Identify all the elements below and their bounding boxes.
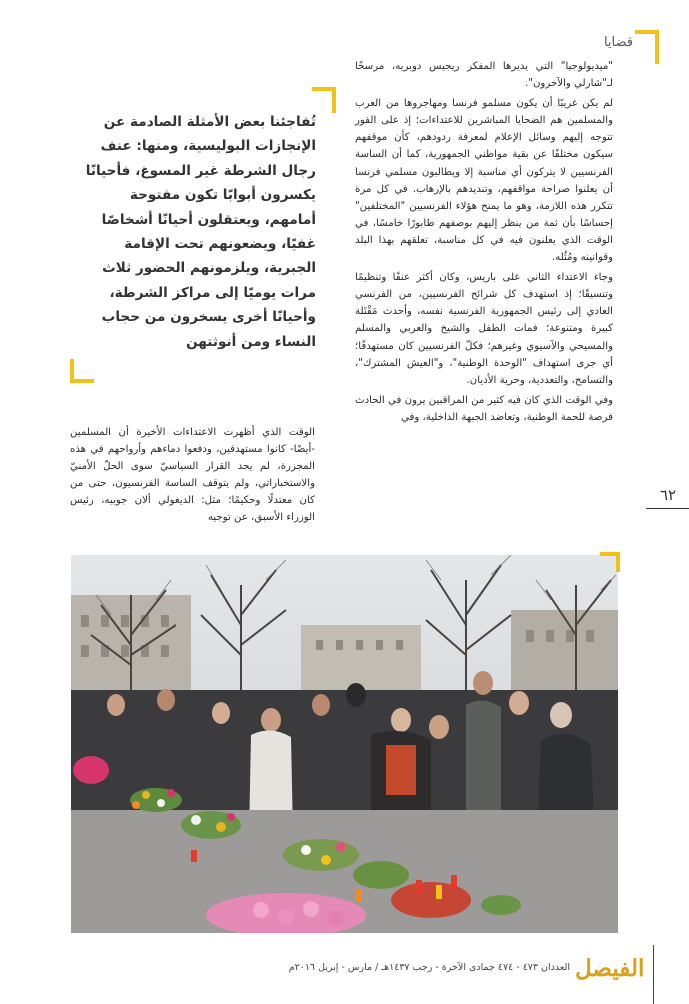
section-label: قضايا — [603, 35, 633, 50]
paragraph: "ميديولوجيا" التي يديرها المفكر ريجيس دوبريه، مرسخًا لـ"شارلي والآخرون". — [355, 61, 613, 90]
page-number: ٦٢ — [659, 486, 677, 504]
paragraph: وفي الوقت الذي كان فيه كثير من المراقبين يرون في الحادث فرصة للحمة الوطنية، وتعاضد الجبهة الداخلية، وفي — [355, 394, 613, 423]
magazine-logo: الفيصل — [575, 955, 645, 982]
pull-quote-box — [74, 110, 316, 354]
memorial-crowd-photo — [71, 555, 618, 933]
section-corner-accent — [635, 30, 659, 64]
paragraph: لم يكن غريبًا أن يكون مسلمو فرنسا ومهاجروها من العرب والمسلمين هم الضحايا المباشرين للاعتداءات؛ إذ على الفور تتوجه إليهم وسائل الإعلام لمعرفة ردودهم، كأن موقفهم سيكون مختلفًا عن بقية مواطني الجمهورية، كما أن الساسة الفرنسيين لا يتركون أي مناسبة إلا ويطالبون مسلمي فرنسا أن يعلنوا صراحة مواقفهم، وتنديدهم بالإرهاب. في كل مرة تتكرر هذه اللازمة، وهو ما يمنح هؤلاء الفرنسيين "المختلفين" إحساسًا بأن ثمة من ينظر إليهم بوصفهم طابورًا خامسًا، في الوقت الذي يعلنون فيه في كل مناسبة، تعلقهم بهذا البلد وقوانينه ومُثُله. — [355, 98, 613, 264]
paragraph: وجاء الاعتداء الثاني على باريس، وكان أكثر عنفًا وتنظيمًا وتنسيقًا؛ إذ استهدف كل شرائح الفرنسيين، من الفرنسي العادي إلى رئيس الجمهورية الفرنسية نفسه، وأحدث مَقْتَلة كبيرة ومتنوعة؛ فمات الطفل والشيخ والعربي والمسلم والمسيحي والآسيوي وغيرهم؛ فكلّ الفرنسيين كان مستهدفًا؛ أي جرى استهداف "الوحدة الوطنية"، و"العيش المشترك"، والتسامح، والتعددية، وحرية الأديان. — [355, 272, 613, 386]
footer-rule — [653, 945, 654, 1004]
issue-info: العددان ٤٧٣ - ٤٧٤ جمادى الآخرة - رجب ١٤٣٧هـ / مارس - إبريل ٢٠١٦م — [288, 962, 570, 973]
article-second-column: الوقت الذي أظهرت الاعتداءات الأخيرة أن المسلمين -أيضًا- كانوا مستهدفين، ودفعوا دماءهم وأرواحهم في هذه المجزرة، لم يجد القرار السياسيّ سوى الحلّ الأمنيّ والاستخباراتي، ولم يتوقف الساسة الفرنسيون، حتى من كان معتدلًا وحكيمًا؛ مثل: الديغولي ألان جوبيه، رئيس الوزراء الأسبق، عن توجيه — [70, 427, 315, 524]
photo-corner-accent — [600, 552, 620, 572]
pull-quote: تُفاجئنا بعض الأمثلة الصادمة عن الإنجازات البوليسية، ومنها: عنف رجال الشرطة غير المسوغ، فأحيانًا يكسرون أبوابًا تكون مفتوحة أمامهم، ويعتقلون أحيانًا أشخاصًا غفيًا، ويضعونهم تحت الإقامة الجبرية، ويلزمونهم الحضور ثلاث مرات يوميًا إلى مراكز الشرطة، وأحيانًا أخرى يسخرون من حجاب النساء ومن أنوثتهن — [85, 114, 316, 350]
page-number-rule — [646, 508, 689, 509]
article-main-column — [355, 58, 613, 429]
quote-corner-bottom — [70, 359, 94, 383]
